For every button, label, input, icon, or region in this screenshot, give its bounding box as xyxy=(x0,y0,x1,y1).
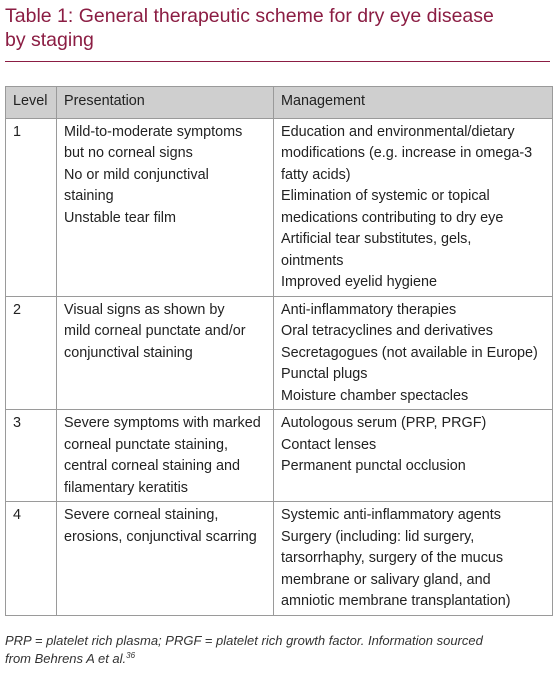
management-cell xyxy=(274,118,553,296)
management-line: Anti-inflammatory therapies xyxy=(281,301,457,318)
presentation-cell xyxy=(57,502,274,616)
management-line: Surgery (including: lid surgery, xyxy=(281,528,475,545)
title-divider xyxy=(5,61,550,62)
presentation-cell xyxy=(57,118,274,296)
level-cell: 3 xyxy=(6,410,57,502)
management-line: modifications (e.g. increase in omega-3 xyxy=(281,145,533,161)
presentation-line: Severe corneal staining, xyxy=(64,507,219,523)
management-line: membrane or salivary gland, and xyxy=(281,571,491,588)
presentation-line: filamentary keratitis xyxy=(64,479,188,496)
management-cell xyxy=(274,502,553,616)
therapy-table xyxy=(5,86,553,616)
management-line: Systemic anti-inflammatory agents xyxy=(281,507,501,523)
management-line: medications contributing to dry eye xyxy=(281,209,504,226)
management-cell xyxy=(274,296,553,410)
presentation-line: conjunctival staining xyxy=(64,344,193,361)
management-line: tarsorrhaphy, surgery of the mucus xyxy=(281,550,504,566)
presentation-line: erosions, conjunctival scarring xyxy=(64,528,257,545)
presentation-line: central corneal staining and xyxy=(64,458,240,474)
presentation-cell xyxy=(57,410,274,502)
management-line: Secretagogues (not available in Europe) xyxy=(281,344,538,361)
management-line: Autologous serum (PRP, PRGF) xyxy=(281,415,487,431)
presentation-line: Severe symptoms with marked xyxy=(64,415,261,431)
presentation-line: mild corneal punctate and/or xyxy=(64,323,246,339)
header-management: Management xyxy=(274,87,553,119)
table-title-line: by staging xyxy=(5,29,94,51)
header-level: Level xyxy=(6,87,57,119)
footnote-reference: 36 xyxy=(126,651,136,660)
management-line: Artificial tear substitutes, gels, xyxy=(281,231,472,247)
footnote xyxy=(5,632,555,668)
management-cell xyxy=(274,410,553,502)
presentation-line: Visual signs as shown by xyxy=(64,301,225,318)
level-cell: 2 xyxy=(6,296,57,410)
management-line: Elimination of systemic or topical xyxy=(281,188,490,204)
level-cell: 4 xyxy=(6,502,57,616)
management-line: Contact lenses xyxy=(281,436,377,453)
table-title-line: Table 1: General therapeutic scheme for dry eye disease xyxy=(5,5,494,27)
table-row xyxy=(6,410,553,502)
table-row xyxy=(6,118,553,296)
management-line: amniotic membrane transplantation) xyxy=(281,593,511,609)
table-row xyxy=(6,296,553,410)
management-line: Improved eyelid hygiene xyxy=(281,274,437,290)
management-line: fatty acids) xyxy=(281,166,351,183)
table-title xyxy=(5,4,550,52)
presentation-cell xyxy=(57,296,274,410)
header-presentation: Presentation xyxy=(57,87,274,119)
presentation-line: corneal punctate staining, xyxy=(64,436,229,453)
footnote-line: PRP = platelet rich plasma; PRGF = platelet rich growth factor. Information sourced xyxy=(5,633,483,648)
management-line: Education and environmental/dietary xyxy=(281,123,515,140)
management-line: Oral tetracyclines and derivatives xyxy=(281,323,493,339)
level-cell: 1 xyxy=(6,118,57,296)
presentation-line: Mild-to-moderate symptoms xyxy=(64,123,243,140)
table-row xyxy=(6,502,553,616)
footnote-line: from Behrens A et al. xyxy=(5,651,127,666)
presentation-line: staining xyxy=(64,188,114,204)
management-line: ointments xyxy=(281,252,344,269)
presentation-line: No or mild conjunctival xyxy=(64,166,209,183)
management-line: Permanent punctal occlusion xyxy=(281,458,466,474)
management-line: Moisture chamber spectacles xyxy=(281,387,469,404)
management-line: Punctal plugs xyxy=(281,366,368,382)
presentation-line: but no corneal signs xyxy=(64,145,193,161)
presentation-line: Unstable tear film xyxy=(64,209,176,226)
table-header-row xyxy=(6,87,553,119)
